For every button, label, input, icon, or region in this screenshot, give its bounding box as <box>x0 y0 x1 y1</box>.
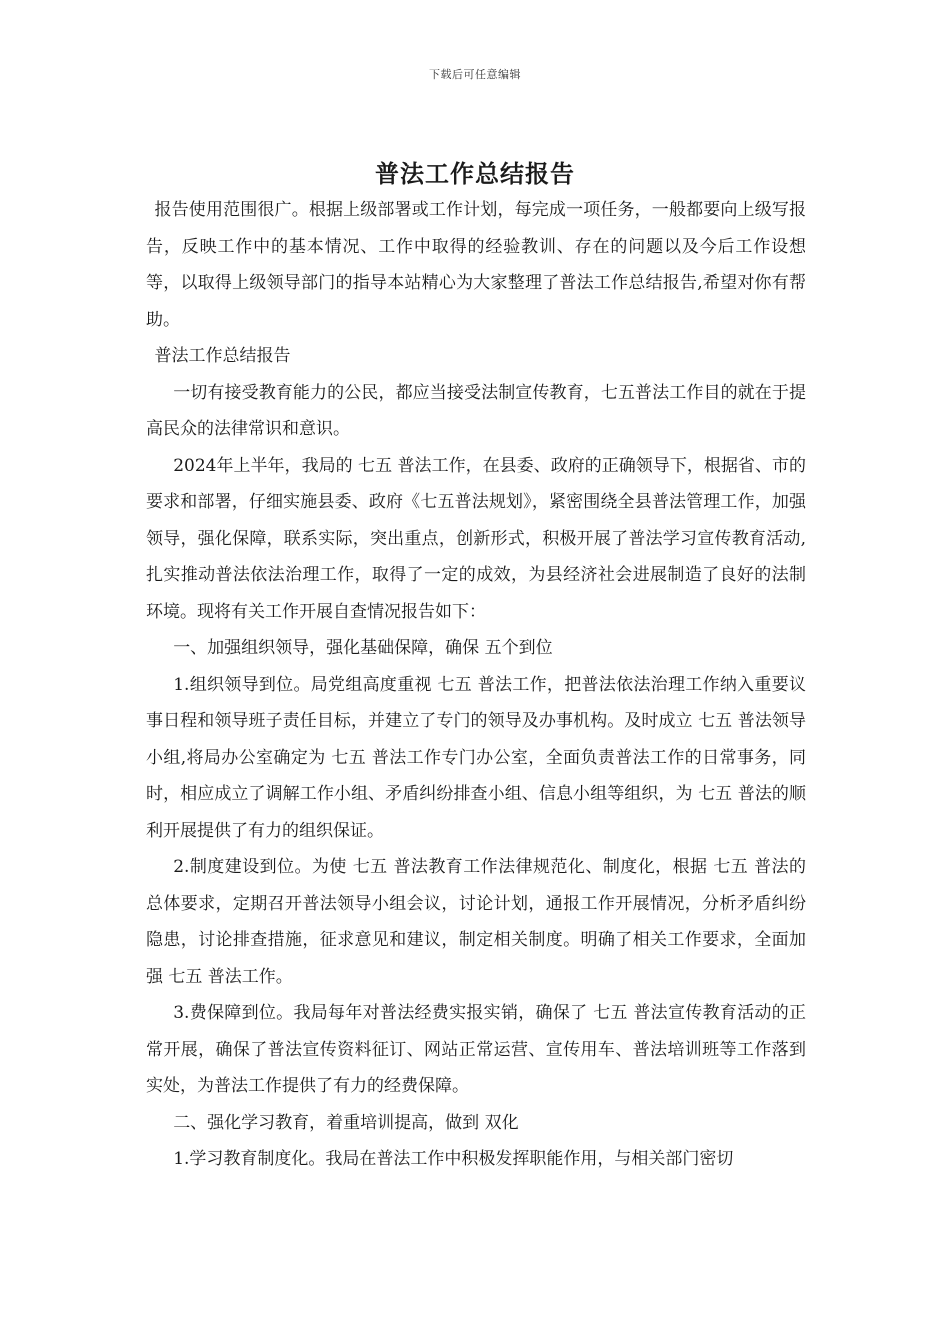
paragraph-intro: 报告使用范围很广。根据上级部署或工作计划，每完成一项任务，一般都要向上级写报告，反映工作中的基本情况、工作中取得的经验教训、存在的问题以及今后工作设想等，以取得上级领导部门的指导本站精心为大家整理了普法工作总结报告,希望对你有帮助。 <box>146 200 806 330</box>
document-body <box>146 192 806 1178</box>
section-heading-two: 二、强化学习教育，着重培训提高，做到 双化 <box>173 1112 519 1133</box>
paragraph: 2.制度建设到位。为使 七五 普法教育工作法律规范化、制度化，根据 七五 普法的总体要求，定期召开普法领导小组会议，讨论计划，通报工作开展情况，分析矛盾纠纷隐患，讨论排查措施，征求意见和建议，制定相关制度。明确了相关工作要求，全面加强 七五 普法工作。 <box>146 857 806 987</box>
paragraph: 一切有接受教育能力的公民，都应当接受法制宣传教育，七五普法工作目的就在于提高民众的法律常识和意识。 <box>146 382 806 439</box>
paragraph: 2024年上半年，我局的 七五 普法工作，在县委、政府的正确领导下，根据省、市的要求和部署，仔细实施县委、政府《七五普法规划》，紧密围绕全县普法管理工作，加强领导，强化保障，联系实际，突出重点，创新形式，积极开展了普法学习宣传教育活动,扎实推动普法依法治理工作，取得了一定的成效，为县经济社会进展制造了良好的法制环境。现将有关工作开展自查情况报告如下： <box>146 455 806 622</box>
paragraph: 1.组织领导到位。局党组高度重视 七五 普法工作，把普法依法治理工作纳入重要议事日程和领导班子责任目标，并建立了专门的领导及办事机构。及时成立 七五 普法领导小组,将局办公室确定为 七五 普法工作专门办公室，全面负责普法工作的日常事务，同时，相应成立了调解工作小组、矛盾纠纷排查小组、信息小组等组织，为 七五 普法的顺利开展提供了有力的组织保证。 <box>146 674 806 841</box>
paragraph-subtitle: 普法工作总结报告 <box>154 346 291 366</box>
header-note: 下载后可任意编辑 <box>429 68 521 81</box>
section-heading-one: 一、加强组织领导，强化基础保障，确保 五个到位 <box>173 638 553 658</box>
paragraph: 3.费保障到位。我局每年对普法经费实报实销，确保了 七五 普法宣传教育活动的正常开展，确保了普法宣传资料征订、网站正常运营、宣传用车、普法培训班等工作落到实处，为普法工作提供了有力的经费保障。 <box>146 1003 806 1096</box>
paragraph: 1.学习教育制度化。我局在普法工作中积极发挥职能作用，与相关部门密切 <box>173 1149 734 1169</box>
document-title: 普法工作总结报告 <box>375 159 575 188</box>
